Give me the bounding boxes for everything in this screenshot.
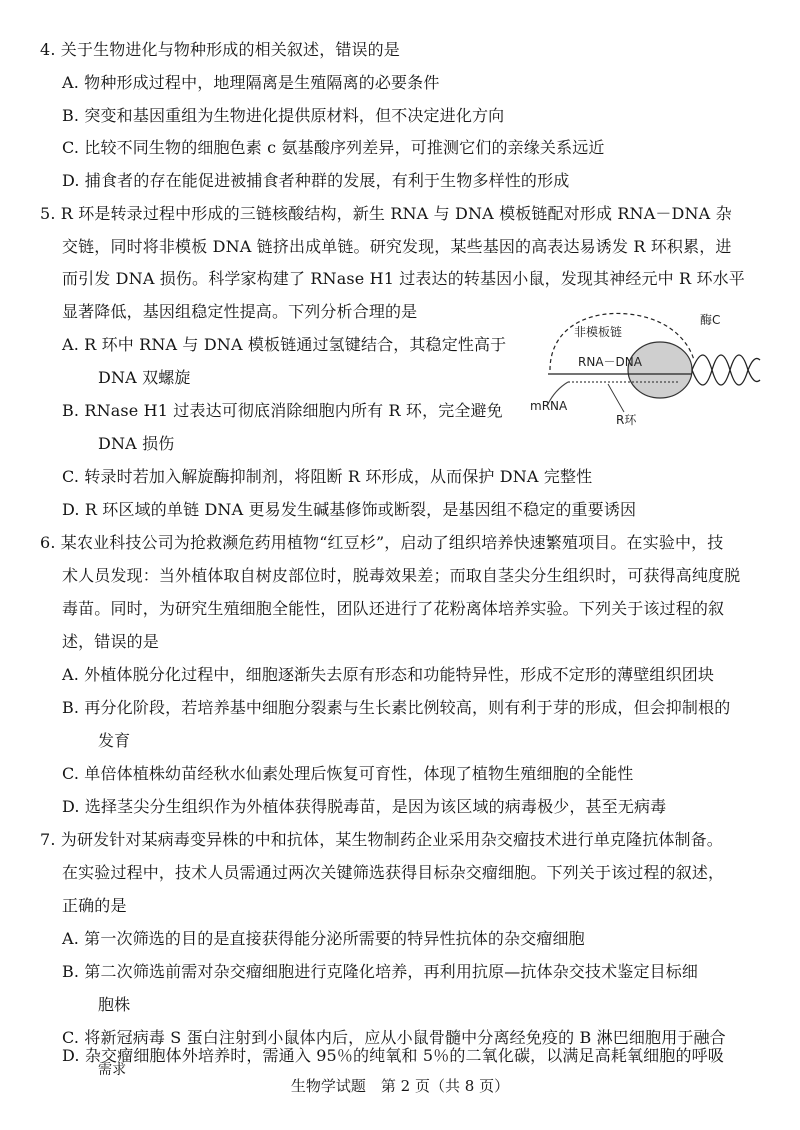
q7-option-c: C. 将新冠病毒 S 蛋白注射到小鼠体内后，应从小鼠骨髓中分离经免疫的 B 淋巴细胞用于融合 [62,1028,726,1047]
q5-stem-line-3: 而引发 DNA 损伤。科学家构建了 RNase H1 过表达的转基因小鼠，发现其神经元中 R 环水平 [62,269,745,288]
q7-option-d-cont: 需求 [98,1062,127,1078]
q4-stem-line-1: 4. 关于生物进化与物种形成的相关叙述，错误的是 [40,40,400,59]
q7-option-d: D. 杂交瘤细胞体外培养时，需通入 95％的纯氧和 5％的二氧化碳，以满足高耗氧细胞的呼吸 [62,1046,724,1065]
q4-option-d: D. 捕食者的存在能促进被捕食者种群的发展，有利于生物多样性的形成 [62,171,570,190]
q6-stem-line-1: 6. 某农业科技公司为抢救濒危药用植物“红豆杉”，启动了组织培养快速繁殖项目。在实验中，技 [40,533,724,552]
q6-option-b-cont: 发育 [98,731,131,750]
q6-stem-line-2: 术人员发现：当外植体取自树皮部位时，脱毒效果差；而取自茎尖分生组织时，可获得高纯度脱 [62,566,741,585]
q6-option-c: C. 单倍体植株幼苗经秋水仙素处理后恢复可育性，体现了植物生殖细胞的全能性 [62,764,634,783]
q6-option-a: A. 外植体脱分化过程中，细胞逐渐失去原有形态和功能特异性，形成不定形的薄壁组织团块 [62,665,715,684]
label-mrna: mRNA [530,399,568,413]
q4-option-b: B. 突变和基因重组为生物进化提供原材料，但不决定进化方向 [62,106,505,125]
label-enzyme-c: 酶C [700,313,721,327]
r-loop-pointer [608,384,624,412]
q6-option-d: D. 选择茎尖分生组织作为外植体获得脱毒苗，是因为该区域的病毒极少，甚至无病毒 [62,797,667,816]
q7-option-b-cont: 胞株 [98,995,131,1014]
label-rna-dna-hybrid: RNA－DNA [578,355,642,369]
r-loop-diagram [528,300,764,432]
q5-stem-line-4: 显著降低，基因组稳定性提高。下列分析合理的是 [62,302,418,321]
q7-stem-line-3: 正确的是 [62,896,127,915]
q6-stem-line-3: 毒苗。同时，为研究生殖细胞全能性，团队还进行了花粉离体培养实验。下列关于该过程的叙 [62,599,725,618]
q5-option-a: A. R 环中 RNA 与 DNA 模板链通过氢键结合，其稳定性高于 [62,335,507,354]
q6-option-b: B. 再分化阶段，若培养基中细胞分裂素与生长素比例较高，则有利于芽的形成，但会抑制根的 [62,698,731,717]
q5-stem-line-2: 交链，同时将非模板 DNA 链挤出成单链。研究发现，某些基因的高表达易诱发 R 环积累，进 [62,237,732,256]
q7-option-a: A. 第一次筛选的目的是直接获得能分泌所需要的特异性抗体的杂交瘤细胞 [62,929,585,948]
q5-option-b: B. RNase H1 过表达可彻底消除细胞内所有 R 环，完全避免 [62,401,503,420]
q5-stem-line-1: 5. R 环是转录过程中形成的三链核酸结构，新生 RNA 与 DNA 模板链配对形成 RNA－DNA 杂 [40,204,732,223]
q4-option-c: C. 比较不同生物的细胞色素 c 氨基酸序列差异，可推测它们的亲缘关系远近 [62,138,605,157]
q7-option-b: B. 第二次筛选前需对杂交瘤细胞进行克隆化培养，再利用抗原—抗体杂交技术鉴定目标细 [62,962,699,981]
q4-option-a: A. 物种形成过程中，地理隔离是生殖隔离的必要条件 [62,73,440,92]
label-r-loop: R环 [616,413,637,427]
enzyme-c-shape [628,342,692,398]
q5-option-c: C. 转录时若加入解旋酶抑制剂，将阻断 R 环形成，从而保护 DNA 完整性 [62,467,593,486]
label-non-template-strand: 非模板链 [574,325,623,339]
q5-option-b-cont: DNA 损伤 [98,434,175,453]
q5-option-a-cont: DNA 双螺旋 [98,368,191,387]
q7-stem-line-1: 7. 为研发针对某病毒变异株的中和抗体，某生物制药企业采用杂交瘤技术进行单克隆抗体制备。 [40,830,723,849]
q6-stem-line-4: 述，错误的是 [62,632,159,651]
page-footer: 生物学试题 第 2 页（共 8 页） [290,1077,510,1095]
q5-option-d: D. R 环区域的单链 DNA 更易发生碱基修饰或断裂，是基因组不稳定的重要诱因 [62,500,637,519]
q7-stem-line-2: 在实验过程中，技术人员需通过两次关键筛选获得目标杂交瘤细胞。下列关于该过程的叙述， [62,863,725,882]
